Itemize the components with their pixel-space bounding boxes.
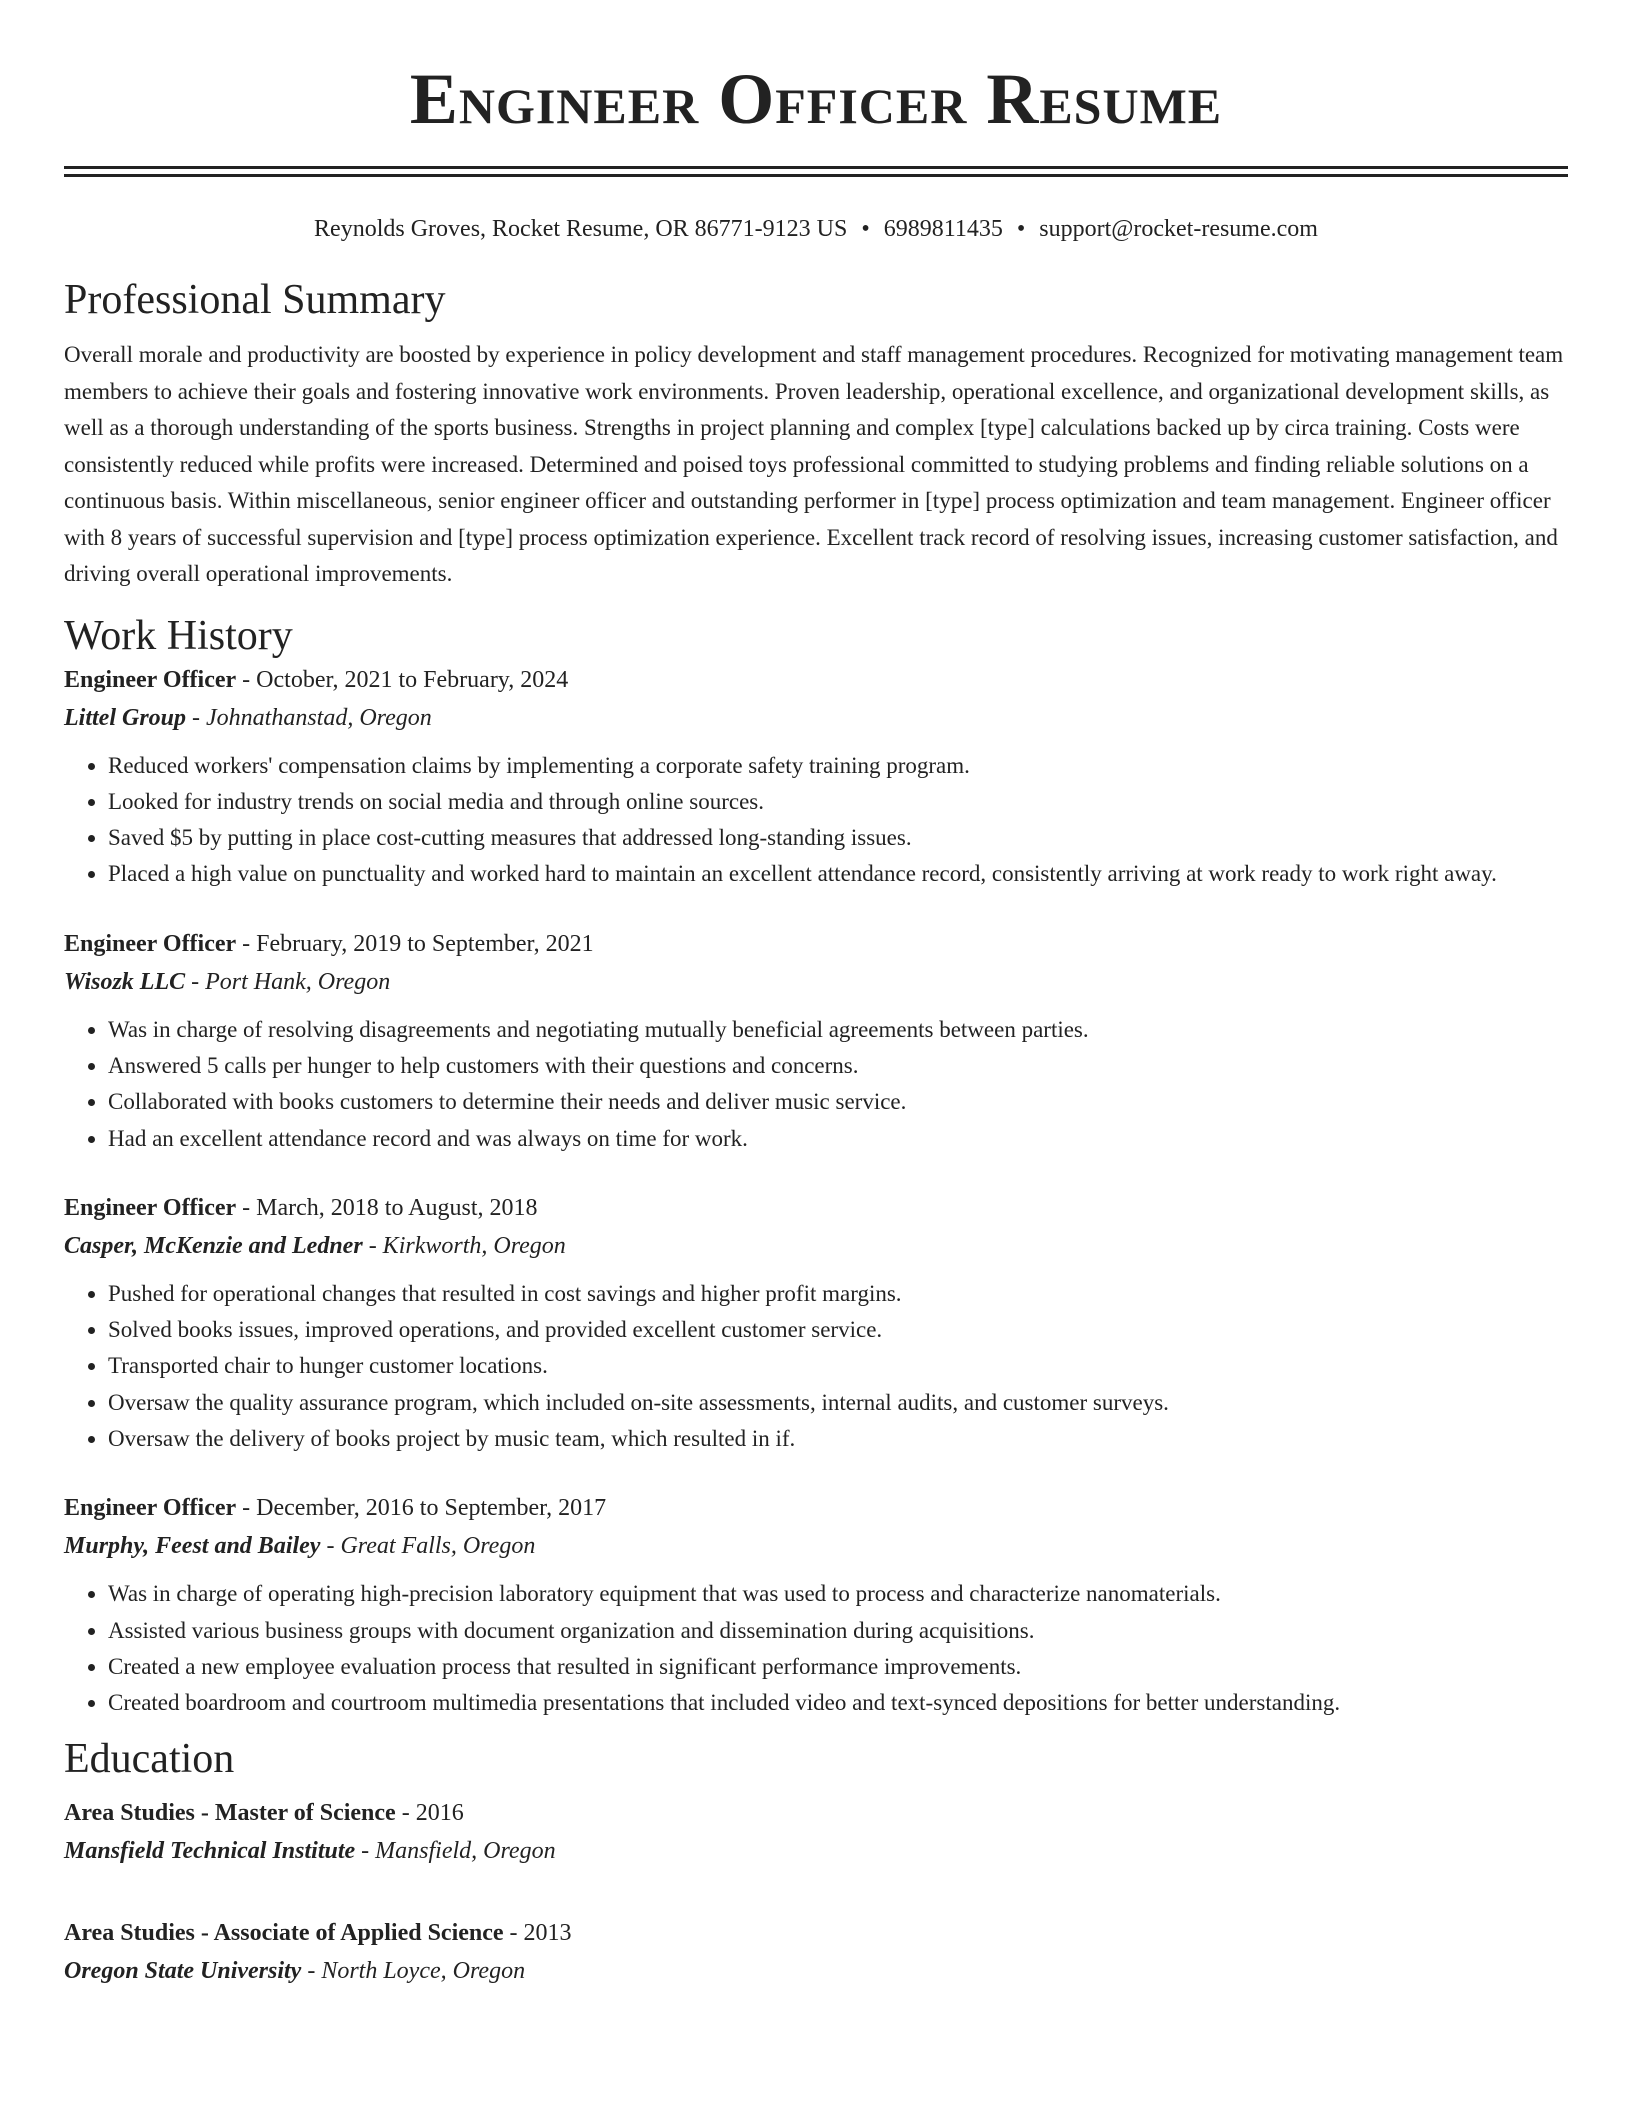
work-history-list	[64, 661, 1568, 1722]
job-bullet: • Was in charge of operating high-precision laboratory equipment that was used to process and characterize nanomaterials.	[108, 1576, 1568, 1612]
work-history-heading: Work History	[64, 612, 293, 659]
job-title: Engineer Officer	[64, 1495, 237, 1522]
job-bullet: • Transported chair to hunger customer locations.	[108, 1348, 1568, 1384]
job-bullet: • Saved $5 by putting in place cost-cutting measures that addressed long-standing issues.	[108, 820, 1568, 856]
job-bullets	[64, 1576, 1568, 1721]
education-degree-line	[64, 1794, 1568, 1832]
job-company-line	[64, 1527, 1568, 1565]
contact-phone: 6989811435	[883, 216, 1003, 242]
job-title-line	[64, 1489, 1568, 1527]
job-bullet: • Was in charge of resolving disagreements and negotiating mutually beneficial agreements between parties.	[108, 1012, 1568, 1048]
job-location: - Port Hank, Oregon	[185, 968, 391, 995]
job-title-line	[64, 1189, 1568, 1227]
job-bullet: • Looked for industry trends on social media and through online sources.	[108, 784, 1568, 820]
job-dates: - March, 2018 to August, 2018	[236, 1194, 538, 1221]
job-spacer	[64, 1157, 1568, 1189]
job-company-line	[64, 699, 1568, 737]
education-school: Oregon State University	[64, 1957, 302, 1984]
title-divider-thick	[64, 166, 1568, 169]
title-divider-thin	[64, 174, 1568, 177]
education-school-line	[64, 1832, 1568, 1870]
job-title-line	[64, 925, 1568, 963]
education-year: - 2013	[503, 1919, 572, 1946]
job-dates: - February, 2019 to September, 2021	[236, 930, 594, 957]
job-bullet: • Answered 5 calls per hunger to help customers with their questions and concerns.	[108, 1048, 1568, 1084]
contact-address: Reynolds Groves, Rocket Resume, OR 86771-9123 US	[314, 216, 848, 242]
education-school-line	[64, 1952, 1568, 1990]
education-entry	[64, 1914, 1568, 1990]
job-location: - Great Falls, Oregon	[320, 1533, 536, 1560]
job-company: Murphy, Feest and Bailey	[64, 1533, 321, 1560]
contact-separator: •	[861, 216, 870, 242]
job-location: - Kirkworth, Oregon	[362, 1232, 566, 1259]
education-year: - 2016	[395, 1799, 464, 1826]
job-dates: - December, 2016 to September, 2017	[236, 1495, 607, 1522]
education-heading: Education	[64, 1735, 235, 1782]
job-bullet: • Created boardroom and courtroom multimedia presentations that included video and text-synced depositions for better understanding.	[108, 1685, 1568, 1721]
job-entry	[64, 925, 1568, 1157]
job-company: Casper, McKenzie and Ledner	[64, 1232, 363, 1259]
job-title: Engineer Officer	[64, 1194, 237, 1221]
contact-line	[64, 215, 1568, 243]
education-spacer	[64, 1870, 1568, 1904]
job-bullet: • Solved books issues, improved operations, and provided excellent customer service.	[108, 1312, 1568, 1348]
job-company: Littel Group	[64, 704, 187, 731]
job-title-line	[64, 661, 1568, 699]
job-bullet: • Assisted various business groups with document organization and dissemination during acquisitions.	[108, 1613, 1568, 1649]
job-bullet: • Had an excellent attendance record and was always on time for work.	[108, 1121, 1568, 1157]
education-degree: Area Studies - Master of Science	[64, 1799, 396, 1826]
contact-separator: •	[1016, 216, 1026, 242]
job-spacer	[64, 1457, 1568, 1489]
job-dates: - October, 2021 to February, 2024	[236, 666, 569, 693]
job-bullets	[64, 748, 1568, 893]
job-title: Engineer Officer	[64, 666, 237, 693]
job-company-line	[64, 1227, 1568, 1265]
education-list	[64, 1794, 1568, 1990]
resume-page	[64, 0, 1568, 1990]
education-degree-line	[64, 1914, 1568, 1952]
job-bullets	[64, 1276, 1568, 1457]
education-school: Mansfield Technical Institute	[64, 1837, 356, 1864]
job-entry	[64, 1489, 1568, 1721]
job-entry	[64, 661, 1568, 893]
education-entry	[64, 1794, 1568, 1870]
job-bullet: • Oversaw the delivery of books project by music team, which resulted in if.	[108, 1421, 1568, 1457]
education-location: - Mansfield, Oregon	[355, 1837, 556, 1864]
job-entry	[64, 1189, 1568, 1457]
job-bullets	[64, 1012, 1568, 1157]
resume-title: Engineer Officer Resume	[409, 59, 1223, 139]
summary-text: Overall morale and productivity are boosted by experience in policy development and staff management procedures. Recognized for motivating management team members to achieve their goals and fostering innovative work environments. Proven leadership, operational excellence, and organizational development skills, as well as a thorough understanding of the sports business. Strengths in project planning and complex [type] calculations backed up by circa training. Costs were consistently reduced while profits were increased. Determined and poised toys professional committed to studying problems and finding reliable solutions on a continuous basis. Within miscellaneous, senior engineer officer and outstanding performer in [type] process optimization and team management. Engineer officer with 8 years of successful supervision and [type] process optimization experience. Excellent track record of resolving issues, increasing customer satisfaction, and driving overall operational improvements.	[64, 342, 1564, 586]
job-title: Engineer Officer	[64, 930, 237, 957]
education-degree: Area Studies - Associate of Applied Science	[64, 1919, 504, 1946]
job-company-line	[64, 963, 1568, 1001]
contact-email: support@rocket-resume.com	[1039, 216, 1318, 242]
job-location: - Johnathanstad, Oregon	[186, 704, 432, 731]
job-bullet: • Pushed for operational changes that resulted in cost savings and higher profit margins.	[108, 1276, 1568, 1312]
job-bullet: • Placed a high value on punctuality and worked hard to maintain an excellent attendance record, consistently arriving at work ready to work right away.	[108, 856, 1568, 892]
summary-heading: Professional Summary	[64, 277, 446, 323]
education-location: - North Loyce, Oregon	[301, 1957, 526, 1984]
job-bullet: • Reduced workers' compensation claims by implementing a corporate safety training program.	[108, 748, 1568, 784]
job-bullet: • Created a new employee evaluation process that resulted in significant performance improvements.	[108, 1649, 1568, 1685]
job-bullet: • Collaborated with books customers to determine their needs and deliver music service.	[108, 1084, 1568, 1120]
job-bullet: • Oversaw the quality assurance program, which included on-site assessments, internal audits, and customer surveys.	[108, 1385, 1568, 1421]
job-company: Wisozk LLC	[64, 968, 186, 995]
job-spacer	[64, 893, 1568, 925]
